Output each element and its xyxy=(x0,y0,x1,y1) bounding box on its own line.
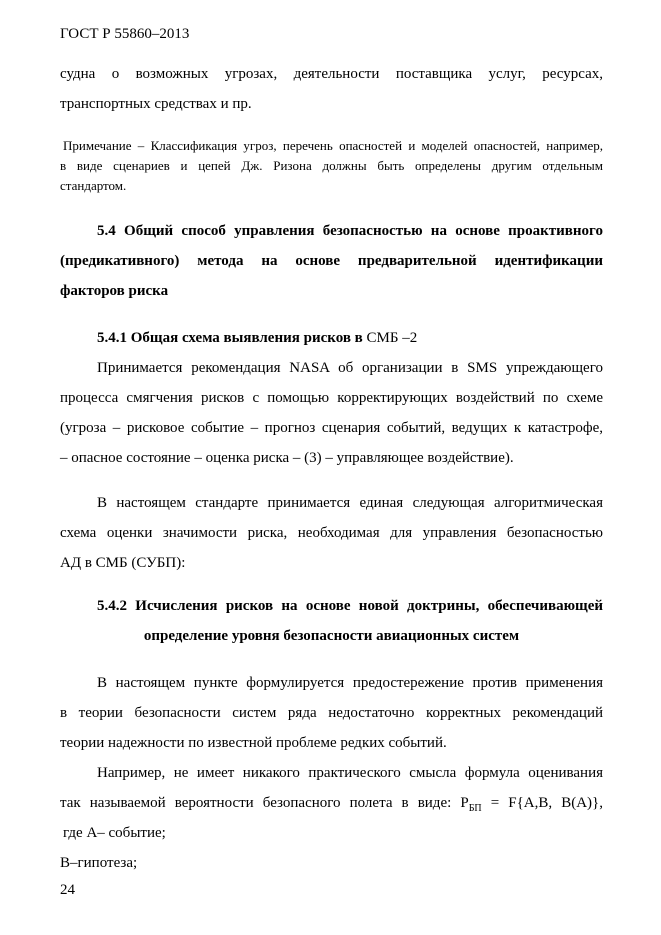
heading-line xyxy=(60,323,603,353)
nasa-paragraph xyxy=(60,353,603,473)
intro-paragraph xyxy=(60,59,603,119)
section-heading-5-4-2 xyxy=(60,591,603,651)
formula-text-post: = F{A,B, B(A)}, xyxy=(481,795,603,811)
definition-line: где А– событие; xyxy=(63,825,166,841)
section-heading-5-4-1 xyxy=(60,323,603,353)
formula-subscript: БП xyxy=(468,803,482,814)
standard-code: ГОСТ Р 55860–2013 xyxy=(60,26,190,42)
paragraph-line: теории надежности по известной проблеме редких событий. xyxy=(60,735,447,751)
paragraph-line: (угроза – рисковое событие – прогноз сценария событий, ведущих к катастрофе, xyxy=(60,420,603,436)
paragraph-line: В настоящем пункте формулируется предостережение против применения xyxy=(97,675,603,691)
caution-paragraph xyxy=(60,668,603,758)
note-line: стандартом. xyxy=(60,178,127,193)
section-heading-5-4 xyxy=(60,216,603,306)
note-line: в виде сценариев и цепей Дж. Ризона должны быть определены другим отдельным xyxy=(60,158,603,173)
paragraph-line: транспортных средствах и пр. xyxy=(60,96,252,112)
paragraph-line: Например, не имеет никакого практического смысла формула оценивания xyxy=(97,765,603,781)
note-block xyxy=(60,136,603,196)
paragraph-line: – опасное состояние – оценка риска – (3) – управляющее воздействие). xyxy=(60,450,514,466)
heading-line: факторов риска xyxy=(60,283,169,299)
heading-line: определение уровня безопасности авиационных систем xyxy=(143,628,520,644)
definitions-block xyxy=(60,818,603,878)
paragraph-line: процесса смягчения рисков с помощью корректирующих воздействий по схеме xyxy=(60,390,603,406)
definition-line: В–гипотеза; xyxy=(60,855,138,871)
example-paragraph xyxy=(60,758,603,818)
standard-paragraph xyxy=(60,488,603,578)
page-number: 24 xyxy=(60,882,75,898)
paragraph-line: судна о возможных угрозах, деятельности поставщика услуг, ресурсах, xyxy=(60,66,603,82)
formula-line xyxy=(60,788,603,818)
heading-line: (предикативного) метода на основе предварительной идентификации xyxy=(60,253,603,269)
heading-line: 5.4 Общий способ управления безопасностью на основе проактивного xyxy=(97,223,603,239)
paragraph-line: схема оценки значимости риска, необходимая для управления безопасностью xyxy=(60,525,603,541)
heading-line: 5.4.2 Исчисления рисков на основе новой доктрины, обеспечивающей xyxy=(97,598,603,614)
paragraph-line: АД в СМБ (СУБП): xyxy=(60,555,186,571)
note-line: Примечание – Классификация угроз, перечень опасностей и моделей опасностей, например, xyxy=(63,138,603,153)
formula-text-pre: так называемой вероятности безопасного полета в виде: Р xyxy=(60,795,469,811)
heading-bold-text: 5.4.1 Общая схема выявления рисков в xyxy=(97,330,363,346)
paragraph-line: Принимается рекомендация NASA об организации в SMS упреждающего xyxy=(97,360,603,376)
paragraph-line: В настоящем стандарте принимается единая следующая алгоритмическая xyxy=(97,495,603,511)
paragraph-line: в теории безопасности систем ряда недостаточно корректных рекомендаций xyxy=(60,705,603,721)
heading-normal-text: СМБ –2 xyxy=(362,330,418,346)
